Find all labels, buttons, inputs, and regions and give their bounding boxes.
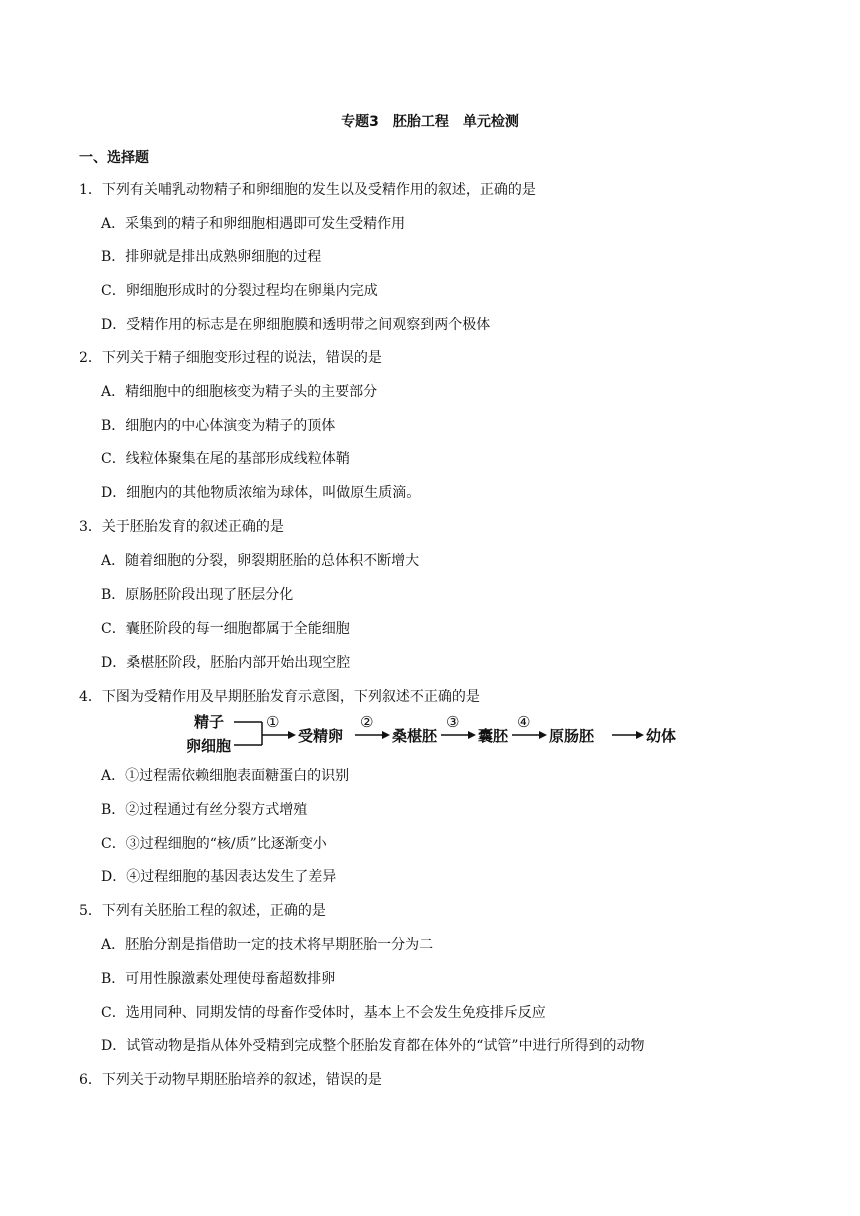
question-4-option-b: B．②过程通过有丝分裂方式增殖: [101, 802, 308, 818]
question-1-option-c: C．卵细胞形成时的分裂过程均在卵巢内完成: [101, 283, 378, 299]
question-1-option-a: A．采集到的精子和卵细胞相遇即可发生受精作用: [101, 216, 406, 232]
embryo-development-diagram: [186, 711, 686, 759]
diagram-egg-label: 卵细胞: [186, 737, 232, 755]
question-5-option-d: D．试管动物是指从体外受精到完成整个胚胎发育都在体外的“试管”中进行所得到的动物: [101, 1038, 645, 1054]
question-1-option-d: D．受精作用的标志是在卵细胞膜和透明带之间观察到两个极体: [101, 317, 491, 333]
question-2-stem: 2．下列关于精子细胞变形过程的说法，错误的是: [79, 350, 382, 366]
question-4-option-a: A．①过程需依赖细胞表面糖蛋白的识别: [101, 768, 350, 784]
question-5-option-b: B．可用性腺激素处理使母畜超数排卵: [101, 971, 336, 987]
diagram-sperm-label: 精子: [194, 713, 225, 731]
diagram-step-3: ③: [446, 713, 460, 731]
section-heading: 一、选择题: [79, 150, 149, 166]
question-2-option-c: C．线粒体聚集在尾的基部形成线粒体鞘: [101, 451, 350, 467]
question-6-stem: 6．下列关于动物早期胚胎培养的叙述，错误的是: [79, 1072, 382, 1088]
diagram-step-4: ④: [517, 713, 531, 731]
question-4-option-c: C．③过程细胞的“核/质”比逐渐变小: [101, 836, 327, 852]
question-2-option-d: D．细胞内的其他物质浓缩为球体，叫做原生质滴。: [101, 485, 421, 501]
question-3-option-a: A．随着细胞的分裂，卵裂期胚胎的总体积不断增大: [101, 553, 420, 569]
question-4-option-d: D．④过程细胞的基因表达发生了差异: [101, 869, 337, 885]
question-1-stem: 1．下列有关哺乳动物精子和卵细胞的发生以及受精作用的叙述，正确的是: [79, 182, 536, 198]
diagram-morula-label: 桑椹胚: [392, 727, 438, 745]
question-5-option-c: C．选用同种、同期发情的母畜作受体时，基本上不会发生免疫排斥反应: [101, 1005, 546, 1021]
question-3-option-d: D．桑椹胚阶段，胚胎内部开始出现空腔: [101, 655, 351, 671]
question-3-stem: 3．关于胚胎发育的叙述正确的是: [79, 519, 284, 535]
question-5-stem: 5．下列有关胚胎工程的叙述，正确的是: [79, 903, 326, 919]
document-title: 专题3 胚胎工程 单元检测: [341, 114, 519, 130]
question-2-option-b: B．细胞内的中心体演变为精子的顶体: [101, 418, 336, 434]
diagram-zygote-label: 受精卵: [298, 727, 344, 745]
question-3-option-c: C．囊胚阶段的每一细胞都属于全能细胞: [101, 621, 350, 637]
question-1-option-b: B．排卵就是排出成熟卵细胞的过程: [101, 249, 322, 265]
diagram-larva-label: 幼体: [646, 727, 677, 745]
diagram-step-1: ①: [266, 713, 280, 731]
diagram-step-2: ②: [360, 713, 374, 731]
diagram-gastrula-label: 原肠胚: [549, 727, 595, 745]
question-3-option-b: B．原肠胚阶段出现了胚层分化: [101, 587, 294, 603]
diagram-blastocyst-label: 囊胚: [478, 727, 509, 745]
question-4-stem: 4．下图为受精作用及早期胚胎发育示意图，下列叙述不正确的是: [79, 689, 480, 705]
question-5-option-a: A．胚胎分割是指借助一定的技术将早期胚胎一分为二: [101, 937, 434, 953]
question-2-option-a: A．精细胞中的细胞核变为精子头的主要部分: [101, 384, 378, 400]
